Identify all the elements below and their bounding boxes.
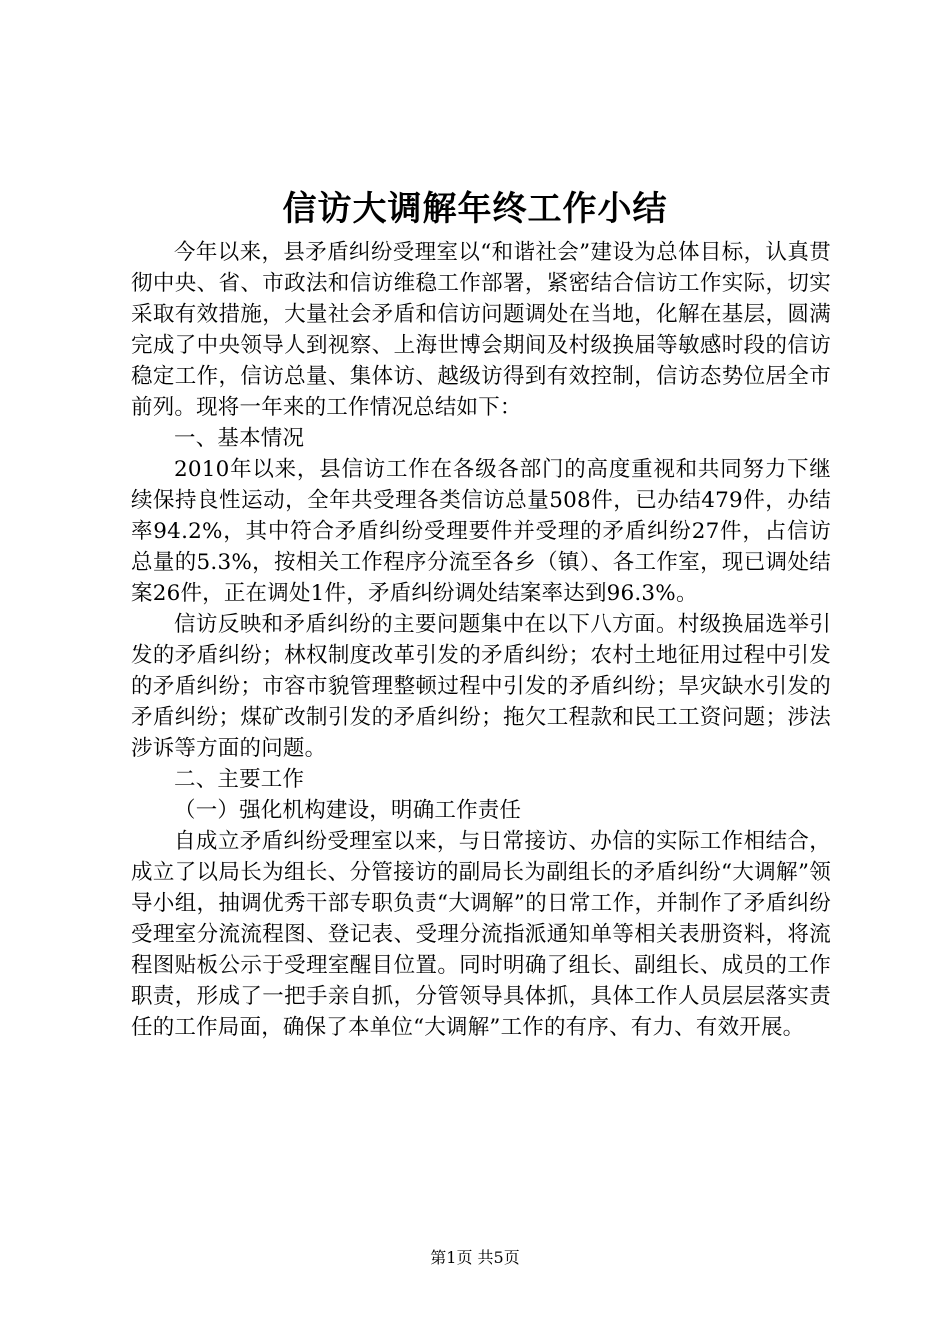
section-heading-main-work: 二、主要工作	[174, 767, 305, 792]
paragraph-organization: 自成立矛盾纠纷受理室以来，与日常接访、办信的实际工作相结合，成立了以局长为组长、分管接访的副局长为副组长的矛盾纠纷“大调解”领导小组，抽调优秀干部专职负责“大调解”的日常工作，并制作了矛盾纠纷受理室分流流程图、登记表、受理分流指派通知单等相关表册资料，将流程图贴板公示于受理室醒目位置。同时明确了组长、副组长、成员的工作职责，形成了一把手亲自抓，分管领导具体抓，具体工作人员层层落实责任的工作局面，确保了本单位“大调解”工作的有序、有力、有效开展。	[131, 829, 831, 1040]
page-footer: 第1页 共5页	[430, 1248, 520, 1267]
paragraph-statistics: 2010年以来，县信访工作在各级各部门的高度重视和共同努力下继续保持良性运动，全年共受理各类信访总量508件，已办结479件，办结率94.2%，其中符合矛盾纠纷受理要件并受理的矛盾纠纷27件，占信访总量的5.3%，按相关工作程序分流至各乡（镇）、各工作室，现已调处结案26件，正在调处1件，矛盾纠纷调处结案率达到96.3%。	[131, 457, 831, 606]
paragraph-intro: 今年以来，县矛盾纠纷受理室以“和谐社会”建设为总体目标，认真贯彻中央、省、市政法和信访维稳工作部署，紧密结合信访工作实际，切实采取有效措施，大量社会矛盾和信访问题调处在当地，化解在基层，圆满完成了中央领导人到视察、上海世博会期间及村级换届等敏感时段的信访稳定工作，信访总量、集体访、越级访得到有效控制，信访态势位居全市前列。现将一年来的工作情况总结如下：	[131, 240, 831, 420]
paragraph-main-issues: 信访反映和矛盾纠纷的主要问题集中在以下八方面。村级换届选举引发的矛盾纠纷；林权制度改革引发的矛盾纠纷；农村土地征用过程中引发的矛盾纠纷；市容市貌管理整顿过程中引发的矛盾纠纷；旱灾缺水引发的矛盾纠纷；煤矿改制引发的矛盾纠纷；拖欠工程款和民工工资问题；涉法涉诉等方面的问题。	[131, 612, 831, 761]
section-heading-basic: 一、基本情况	[174, 426, 305, 451]
subsection-heading-organization: （一）强化机构建设，明确工作责任	[174, 798, 522, 823]
document-body	[131, 237, 831, 1043]
document-title: 信访大调解年终工作小结	[282, 189, 668, 229]
